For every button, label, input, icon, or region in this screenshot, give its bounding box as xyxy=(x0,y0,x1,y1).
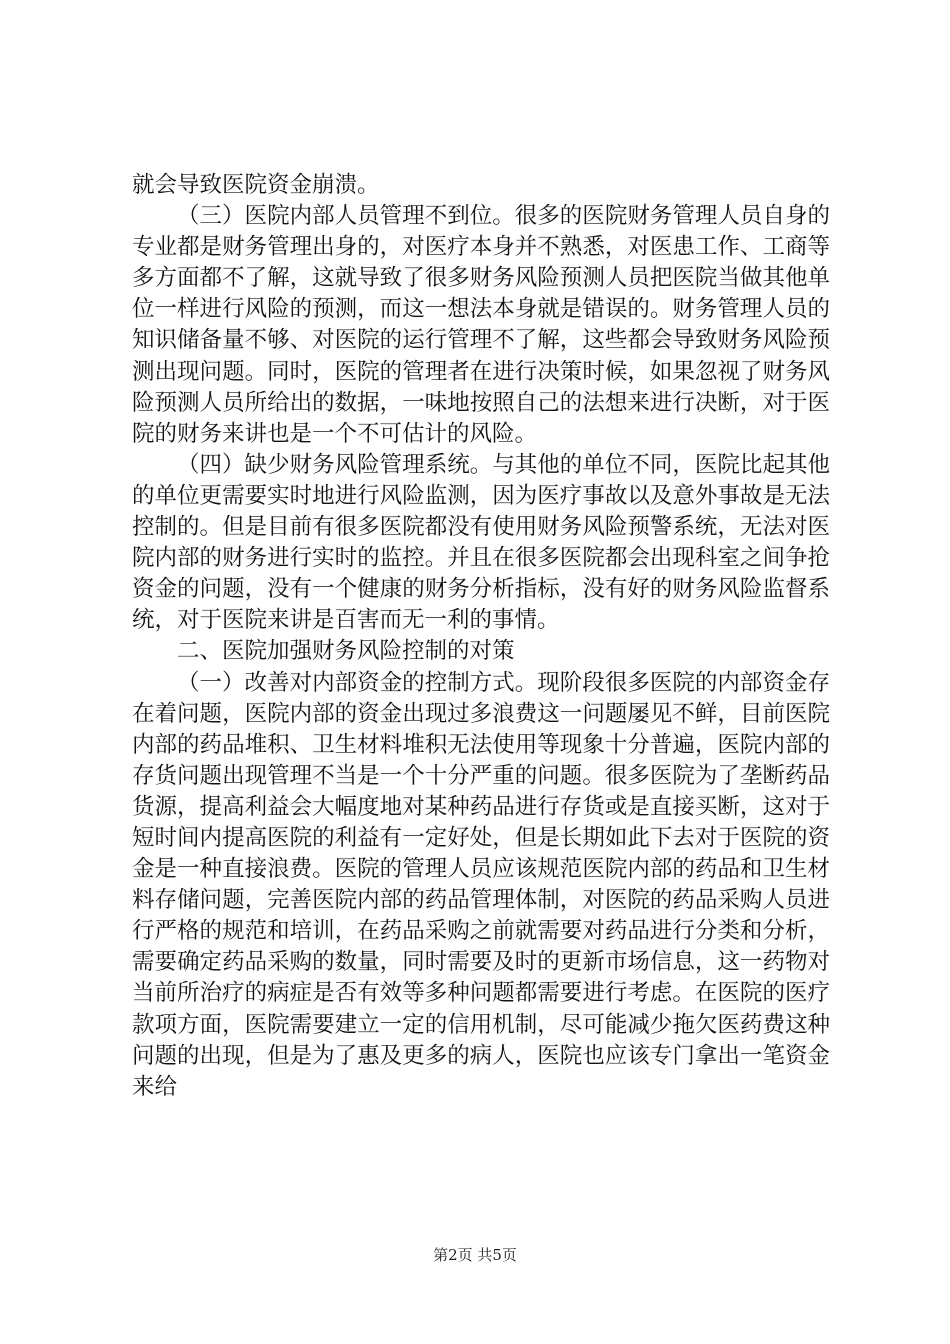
paragraph-measure-1: （一）改善对内部资金的控制方式。现阶段很多医院的内部资金存在着问题，医院内部的资金出现过多浪费这一问题屡见不鲜，目前医院内部的药品堆积、卫生材料堆积无法使用等现象十分普遍，医院内部的存货问题出现管理不当是一个十分严重的问题。很多医院为了垄断药品货源，提高利益会大幅度地对某种药品进行存货或是直接买断，这对于短时间内提高医院的利益有一定好处，但是长期如此下去对于医院的资金是一种直接浪费。医院的管理人员应该规范医院内部的药品和卫生材料存储问题，完善医院内部的药品管理体制，对医院的药品采购人员进行严格的规范和培训，在药品采购之前就需要对药品进行分类和分析，需要确定药品采购的数量，同时需要及时的更新市场信息，这一药物对当前所治疗的病症是否有效等多种问题都需要进行考虑。在医院的医疗款项方面，医院需要建立一定的信用机制，尽可能减少拖欠医药费这种问题的出现，但是为了惠及更多的病人，医院也应该专门拿出一笔资金来给 xyxy=(132,669,830,1100)
page-number: 第2页 共5页 xyxy=(433,1246,517,1264)
paragraph-continuation: 就会导致医院资金崩溃。 xyxy=(132,172,380,198)
paragraph-section-4: （四）缺少财务风险管理系统。与其他的单位不同，医院比起其他的单位更需要实时地进行风险监测，因为医疗事故以及意外事故是无法控制的。但是目前有很多医院都没有使用财务风险预警系统，无法对医院内部的财务进行实时的监控。并且在很多医院都会出现科室之间争抢资金的问题，没有一个健康的财务分析指标，没有好的财务风险监督系统，对于医院来讲是百害而无一利的事情。 xyxy=(132,451,830,634)
paragraph-section-3: （三）医院内部人员管理不到位。很多的医院财务管理人员自身的专业都是财务管理出身的，对医疗本身并不熟悉，对医患工作、工商等多方面都不了解，这就导致了很多财务风险预测人员把医院当做其他单位一样进行风险的预测，而这一想法本身就是错误的。财务管理人员的知识储备量不够、对医院的运行管理不了解，这些都会导致财务风险预测出现问题。同时，医院的管理者在进行决策时候，如果忽视了财务风险预测人员所给出的数据，一味地按照自己的法想来进行决断，对于医院的财务来讲也是一个不可估计的风险。 xyxy=(132,203,830,447)
body-text xyxy=(132,170,830,1103)
section-heading: 二、医院加强财务风险控制的对策 xyxy=(177,638,515,665)
page-footer xyxy=(0,1244,950,1265)
